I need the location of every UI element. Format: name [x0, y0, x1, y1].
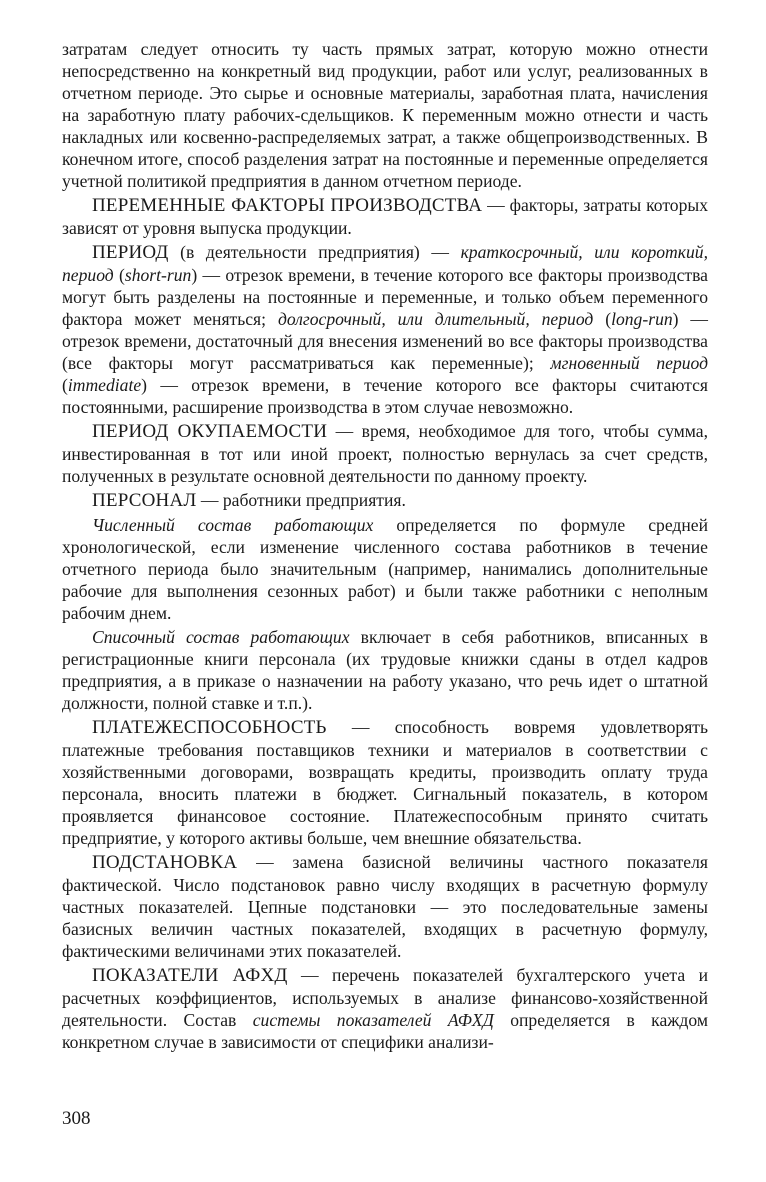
entry-term: ПОКАЗАТЕЛИ АФХД — [92, 965, 288, 986]
entry-text: определяется по формуле средней хронологической, если изменение численного состава работников в течение отчетного периода было значительным (например, нанимались дополнительные рабочие для выполнения сезонных работ) и были также работники с неполным рабочим днем. — [62, 515, 708, 623]
entry-text: определяется в каждом конкретном случае в зависимости от специфики анализи- — [62, 1010, 708, 1052]
page-number: 308 — [62, 1108, 91, 1129]
entry-text: ) — отрезок времени, в течение которого все факторы считаются постоянными, расширение производства в этом случае невозможно. — [62, 375, 708, 417]
dictionary-entry — [62, 964, 708, 1053]
entry-text: включает в себя работников, вписанных в регистрационные книги персонала (их трудовые книжки сданы в отдел кадров предприятия, а в приказе о назначении на работу указано, что речь идет о штатной должности, полной ставке и т.п.). — [62, 627, 708, 713]
italic-text: долгосрочный, или длительный, период — [277, 309, 594, 329]
dictionary-entry — [62, 851, 708, 962]
entry-term: ПЕРЕМЕННЫЕ ФАКТОРЫ ПРОИЗВОДСТВА — [92, 195, 483, 216]
entry-text: (в деятельности предприятия) — — [168, 242, 461, 262]
italic-text: системы показателей АФХД — [252, 1010, 494, 1030]
entry-text: — способность вовремя удовлетворять платежные требования поставщиков техники и материалов в соответствии с хозяйственными договорами, возвращать кредиты, производить оплату труда персонала, вносить платежи в бюджет. Сигнальный показатель, в котором проявляется финансовое состояние. Платежеспособным принято считать предприятие, у которого активы больше, чем внешние обязательства. — [62, 717, 708, 848]
entry-term: ПЕРСОНАЛ — [92, 490, 197, 511]
dictionary-entry — [62, 716, 708, 849]
entry-text: ( — [113, 265, 125, 285]
italic-text: Численный состав работающих — [92, 515, 374, 535]
paragraph-continuation — [62, 38, 708, 192]
entry-text: — время, необходимое для того, чтобы сумма, инвестированная в тот или иной проект, полностью вернулась за счет средств, полученных в результате основной деятельности по данному проекту. — [62, 421, 708, 486]
entry-text: — замена базисной величины частного показателя фактической. Число подстановок равно числу входящих в расчетную формулу частных показателей. Цепные подстановки — это последовательные замены базисных величин частных показателей, входящих в расчетную формулу, фактическими величинами этих показателей. — [62, 852, 708, 961]
entry-text: ( — [62, 375, 68, 395]
dictionary-page — [62, 38, 708, 1055]
dictionary-entry — [62, 194, 708, 239]
entry-text: — факторы, затраты которых зависят от уровня выпуска продукции. — [62, 195, 708, 238]
entry-term: ПЕРИОД — [92, 242, 169, 263]
entry-text: ( — [593, 309, 612, 329]
italic-text: immediate — [67, 375, 142, 395]
italic-text: краткосрочный, или короткий, период — [62, 242, 708, 285]
entry-term: ПЛАТЕЖЕСПОСОБНОСТЬ — [92, 717, 327, 738]
dictionary-entry — [62, 241, 708, 418]
dictionary-entry — [62, 489, 708, 512]
entry-text: — перечень показателей бухгалтерского учета и расчетных коэффициентов, используемых в анализе финансово-хозяйственной деятельности. Состав — [62, 965, 708, 1030]
entry-text: ) — отрезок времени, в течение которого все факторы производства могут быть разделены на постоянные и переменные, и только объем переменного фактора может меняться; — [62, 265, 708, 329]
entry-text: ) — отрезок времени, достаточный для внесения изменений во все факторы производства (все факторы могут рассматриваться как переменные); — [62, 309, 709, 373]
italic-text: Списочный состав работающих — [92, 627, 350, 647]
dictionary-entry — [62, 626, 708, 714]
italic-text: мгновенный период — [550, 353, 709, 373]
italic-text: short-run — [124, 265, 192, 285]
italic-text: long-run — [611, 309, 673, 329]
entry-text: — работники предприятия. — [196, 490, 406, 510]
entry-term: ПЕРИОД ОКУПАЕМОСТИ — [92, 421, 328, 442]
dictionary-entry — [62, 420, 708, 487]
entry-term: ПОДСТАНОВКА — [92, 852, 238, 873]
entry-text: затратам следует относить ту часть прямых затрат, которую можно отнести непосредственно на конкретный вид продукции, работ или услуг, реализованных в отчетном периоде. Это сырье и основные материалы, заработная плата, начисления на заработную плату рабочих-сдельщиков. К переменным можно отнести и часть накладных или косвенно-распределяемых затрат, а также общепроизводственных. В конечном итоге, способ разделения затрат на постоянные и переменные определяется учетной политикой предприятия в данном отчетном периоде. — [62, 39, 708, 191]
dictionary-entry — [62, 514, 708, 624]
